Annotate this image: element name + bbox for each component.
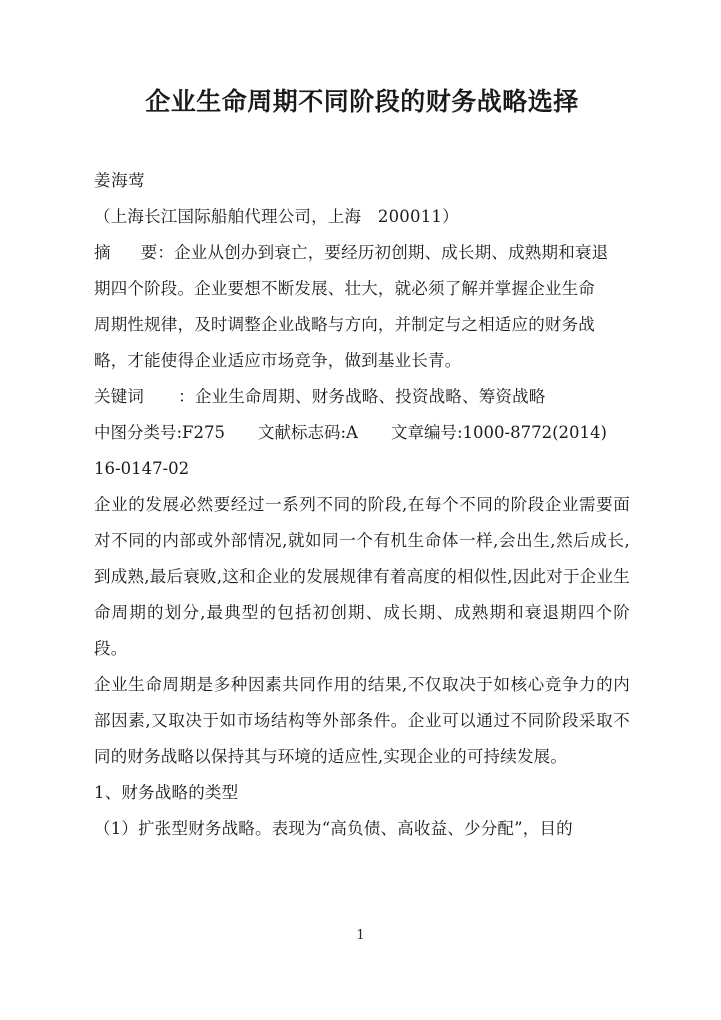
- abstract-line-1: 企业从创办到衰亡，要经历初创期、成长期、成熟期和衰退: [174, 242, 609, 262]
- abstract-line-3-row: [94, 307, 630, 343]
- keywords-label: 关键词: [94, 386, 145, 406]
- article-number-continuation: 16-0147-02: [94, 458, 190, 478]
- body-paragraph: 企业的发展必然要经过一系列不同的阶段,在每个不同的阶段企业需要面对不同的内部或外部情况,就如同一个有机生命体一样,会出生,然后成长,到成熟,最后衰败,这和企业的发展规律有着高度的相似性,因此对于企业生命周期的划分,最典型的包括初创期、成长期、成熟期和衰退期四个阶段。: [94, 494, 630, 658]
- keywords-value: 企业生命周期、财务战略、投资战略、筹资战略: [194, 386, 546, 406]
- page-number: 1: [356, 928, 365, 943]
- page-title: 企业生命周期不同阶段的财务战略选择: [145, 87, 579, 116]
- author-name: 姜海莺: [94, 170, 146, 190]
- body-paragraph: 企业生命周期是多种因素共同作用的结果,不仅取决于如核心竞争力的内部因素,又取决于如市场结构等外部条件。企业可以通过不同阶段采取不同的财务战略以保持其与环境的适应性,实现企业的可持续发展。: [94, 674, 630, 766]
- abstract-line-4-row: [94, 343, 630, 379]
- page-content: [94, 0, 630, 847]
- body-text-block: [94, 487, 630, 847]
- keywords-block: [94, 379, 630, 415]
- abstract-label-suffix: 要：: [140, 242, 175, 262]
- clc-classification-line: 中图分类号:F275 文献标志码:A 文章编号:1000-8772(2014): [94, 422, 607, 442]
- abstract-line-2: 期四个阶段。企业要想不断发展、壮大，就必须了解并掌握企业生命: [94, 278, 595, 298]
- abstract-line-4: 略，才能使得企业适应市场竞争，做到基业长青。: [94, 350, 462, 370]
- abstract-label-character: 摘: [94, 242, 111, 262]
- body-paragraph: （1）扩张型财务战略。表现为“高负债、高收益、少分配”，目的: [94, 818, 573, 838]
- abstract-block: [94, 235, 630, 271]
- section-heading-1: 1、财务战略的类型: [94, 782, 239, 802]
- keywords-colon: ：: [178, 386, 195, 406]
- metadata-block: [94, 163, 630, 487]
- author-affiliation: （上海长江国际船舶代理公司，上海 200011）: [94, 206, 459, 226]
- abstract-line-3: 周期性规律，及时调整企业战略与方向，并制定与之相适应的财务战: [94, 314, 595, 334]
- abstract-line-2-row: [94, 271, 630, 307]
